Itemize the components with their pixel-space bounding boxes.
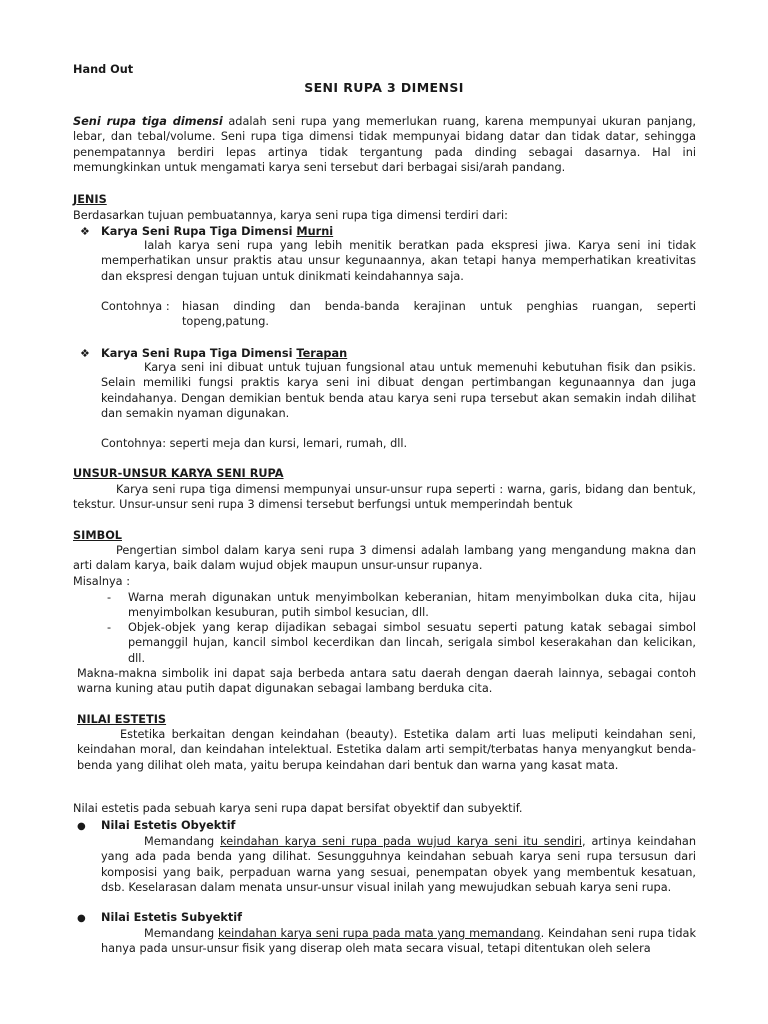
round-bullet-icon: ● — [77, 821, 86, 832]
obyektif-paragraph — [101, 834, 696, 895]
intro-paragraph — [73, 114, 696, 175]
section-heading-simbol: SIMBOL — [73, 529, 122, 542]
terapan-example: Contohnya: seperti meja dan kursi, lemari, rumah, dll. — [101, 437, 408, 450]
page-title: SENI RUPA 3 DIMENSI — [304, 80, 464, 95]
simbol-closing: Makna-makna simbolik ini dapat saja berbeda antara satu daerah dengan daerah lainnya, sebagai contoh warna kuning atau putih dapat digunakan sebagai lambang berduka cita. — [77, 667, 696, 696]
simbol-item-2: Objek-objek yang kerap dijadikan sebagai simbol sesuatu seperti patung katak sebagai simbol pemanggil hujan, kancil simbol kecerdikan dan lincah, serigala simbol keserakahan dan kelicikan, dll. — [128, 621, 696, 665]
estetis-paragraph: Estetika berkaitan dengan keindahan (beauty). Estetika dalam arti luas meliputi keindahan seni, keindahan moral, dan keindahan intelektual. Estetika dalam arti sempit/terbatas hanya menyangkut benda-benda yang dilihat oleh mata, yaitu berupa keindahan dari bentuk dan warna yang kasat mata. — [77, 728, 696, 772]
subyektif-pre: Memandang — [144, 927, 218, 940]
handout-label: Hand Out — [73, 63, 134, 76]
subyektif-paragraph — [101, 926, 696, 957]
intro-term: Seni rupa tiga dimensi — [73, 115, 223, 128]
subheading-subyektif: Nilai Estetis Subyektif — [101, 911, 243, 924]
murni-example-label: Contohnya : — [101, 300, 170, 313]
round-bullet-icon: ● — [77, 913, 86, 924]
obyektif-underlined: keindahan karya seni rupa pada wujud karya seni itu sendiri — [220, 835, 582, 848]
dash-bullet: - — [107, 621, 112, 634]
jenis-lead: Berdasarkan tujuan pembuatannya, karya seni rupa tiga dimensi terdiri dari: — [73, 209, 508, 222]
subyektif-post: . Keindahan seni rupa tidak hanya pada unsur-unsur fisik yang diserap oleh mata secara visual, tetapi ditentukan oleh selera — [101, 927, 696, 956]
estetis-lead: Nilai estetis pada sebuah karya seni rupa dapat bersifat obyektif dan subyektif. — [73, 802, 523, 815]
obyektif-post: , artinya keindahan yang ada pada benda yang dilihat. Sesungguhnya keindahan sebuah karya seni rupa tersusun dari komposisi yang baik, perpaduan warna yang sesuai, penempatan obyek yang membentuk kesatuan, dsb. Keselarasan dalam menata unsur-unsur visual inilah yang mewujudkan sebuah karya seni rupa. — [101, 835, 696, 894]
terapan-label-underlined: Terapan — [296, 347, 348, 360]
simbol-misal: Misalnya : — [73, 575, 130, 588]
dash-bullet: - — [107, 591, 112, 604]
murni-example-text: hiasan dinding dan benda-banda kerajinan untuk penghias ruangan, seperti topeng,patung. — [182, 300, 696, 329]
unsur-paragraph: Karya seni rupa tiga dimensi mempunyai unsur-unsur rupa seperti : warna, garis, bidang dan bentuk, tekstur. Unsur-unsur seni rupa 3 dimensi tersebut berfungsi untuk memperindah bentuk — [73, 483, 696, 512]
section-heading-jenis: JENIS — [73, 193, 107, 206]
simbol-item-1: Warna merah digunakan untuk menyimbolkan keberanian, hitam menyimbolkan duka cita, hijau menyimbolkan kesuburan, putih simbol kesucian, dll. — [128, 591, 696, 620]
murni-description: Ialah karya seni rupa yang lebih menitik beratkan pada ekspresi jiwa. Karya seni ini tidak memperhatikan unsur praktis atau unsur kegunaannya, akan tetapi hanya memperhatikan kreativitas dan ekspresi dengan tujuan untuk dinikmati keindahannya saja. — [101, 239, 696, 283]
intro-text: adalah seni rupa yang memerlukan ruang, karena mempunyai ukuran panjang, lebar, dan tebal/volume. Seni rupa tiga dimensi tidak mempunyai bidang datar dan tidak datar, sehingga penempatannya berdiri lepas artinya tidak tergantung pada dinding sebagai dasarnya. Hal ini memungkinkan untuk mengamati karya seni tersebut dari berbagai sisi/arah pandang. — [73, 115, 696, 174]
diamond-bullet-icon: ❖ — [80, 347, 90, 360]
subheading-terapan — [101, 346, 696, 361]
diamond-bullet-icon: ❖ — [80, 225, 90, 238]
murni-label: Karya Seni Rupa Tiga Dimensi — [101, 225, 297, 238]
subheading-murni — [101, 224, 696, 239]
terapan-description: Karya seni ini dibuat untuk tujuan fungsional atau untuk memenuhi kebutuhan fisik dan psikis. Selain memiliki fungsi praktis karya seni ini dibuat dengan pertimbangan kegunaannya dan juga keindahanya. Dengan demikian bentuk benda atau karya seni rupa tersebut akan semakin indah dilihat dan semakin nyaman digunakan. — [101, 361, 696, 420]
murni-label-underlined: Murni — [296, 225, 334, 238]
subyektif-underlined: keindahan karya seni rupa pada mata yang memandang — [218, 927, 541, 940]
subheading-obyektif: Nilai Estetis Obyektif — [101, 819, 236, 832]
simbol-paragraph: Pengertian simbol dalam karya seni rupa 3 dimensi adalah lambang yang mengandung makna dan arti dalam karya, baik dalam wujud objek maupun unsur-unsur rupanya. — [73, 544, 696, 573]
section-heading-estetis: NILAI ESTETIS — [77, 713, 167, 726]
obyektif-pre: Memandang — [144, 835, 221, 848]
terapan-label: Karya Seni Rupa Tiga Dimensi — [101, 347, 297, 360]
section-heading-unsur: UNSUR-UNSUR KARYA SENI RUPA — [73, 467, 284, 480]
